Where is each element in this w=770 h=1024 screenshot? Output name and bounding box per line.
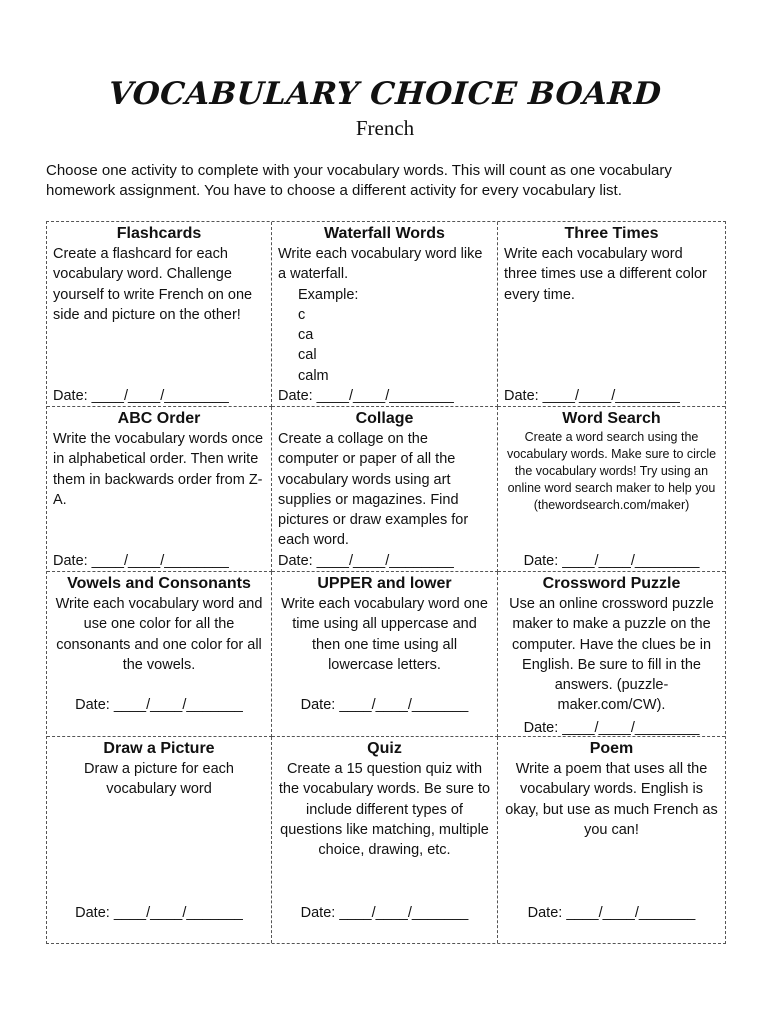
activity-cell-three-times bbox=[498, 222, 725, 407]
example-line: calm bbox=[298, 367, 329, 384]
activity-cell-upper-lower bbox=[272, 572, 498, 737]
activity-title: Word Search bbox=[562, 410, 661, 427]
example-line: ca bbox=[298, 327, 314, 344]
activity-cell-crossword-puzzle bbox=[498, 572, 725, 737]
activity-cell-vowels-consonants bbox=[47, 572, 272, 737]
activity-description: Write each vocabulary word and use one color for all the consonants and one color for all the vowels. bbox=[55, 596, 263, 673]
activity-cell-collage bbox=[272, 407, 498, 572]
activity-title: Flashcards bbox=[116, 225, 202, 242]
activity-cell-abc-order bbox=[47, 407, 272, 572]
activity-title: Poem bbox=[589, 740, 634, 757]
date-line: Date: ____/____/________ bbox=[504, 388, 680, 404]
date-line: Date: ____/____/________ bbox=[278, 553, 454, 569]
activity-cell-quiz bbox=[272, 737, 498, 943]
activity-cell-flashcards bbox=[47, 222, 272, 407]
page-subtitle: French bbox=[355, 116, 415, 140]
activity-description: Create a word search using the vocabulary words. Make sure to circle the vocabulary words! Try using an online word search maker to help you (thewordsearch.com/maker) bbox=[506, 430, 717, 512]
activity-description: Write each vocabulary word one time using all uppercase and then one time using all lowercase letters. bbox=[281, 596, 488, 673]
date-line: Date: ____/____/_______ bbox=[300, 905, 469, 921]
example-line: c bbox=[298, 306, 306, 323]
example-label: Example: bbox=[298, 286, 359, 303]
date-line: Date: ____/____/_______ bbox=[75, 905, 243, 921]
activity-description: Create a 15 question quiz with the vocabulary words. Be sure to include different types of questions like matching, multiple choice, drawing, etc. bbox=[278, 761, 491, 859]
page-title: VOCABULARY CHOICE BOARD bbox=[107, 76, 663, 112]
activity-description: Create a collage on the computer or paper of all the vocabulary words using art supplies or magazines. Find pictures or draw examples for each word. bbox=[278, 431, 469, 549]
instructions-paragraph: Choose one activity to complete with your vocabulary words. This will count as one vocabulary homework assignment. You have to choose a different activity for every vocabulary list. bbox=[46, 162, 672, 199]
date-line: Date: ____/____/_______ bbox=[300, 697, 469, 713]
date-line: Date: ____/____/________ bbox=[53, 388, 229, 404]
activity-title: Three Times bbox=[564, 225, 659, 242]
date-line: Date: ____/____/_______ bbox=[75, 697, 243, 713]
activity-title: Collage bbox=[355, 410, 414, 427]
activity-title: Crossword Puzzle bbox=[542, 575, 681, 592]
activity-title: Waterfall Words bbox=[324, 225, 445, 242]
activity-cell-word-search bbox=[498, 407, 725, 572]
activity-description: Write the vocabulary words once in alphabetical order. Then write them in backwards order from Z-A. bbox=[53, 431, 264, 508]
activity-cell-draw-a-picture bbox=[47, 737, 272, 943]
activity-description: Create a flashcard for each vocabulary word. Challenge yourself to write French on one side and picture on the other! bbox=[53, 246, 253, 323]
activity-title: Vowels and Consonants bbox=[67, 575, 251, 592]
activity-description-text: Write each vocabulary word like a waterfall. bbox=[278, 246, 483, 283]
activity-title: Draw a Picture bbox=[103, 740, 215, 757]
activity-cell-poem bbox=[498, 737, 725, 943]
date-line: Date: ____/____/________ bbox=[53, 553, 229, 569]
activity-title: UPPER and lower bbox=[317, 575, 452, 592]
activity-title: ABC Order bbox=[117, 410, 201, 427]
date-line: Date: ____/____/_______ bbox=[527, 905, 696, 921]
date-line: Date: ____/____/________ bbox=[523, 553, 700, 569]
activity-description: Use an online crossword puzzle maker to make a puzzle on the computer. Have the clues be in English. Be sure to fill in the answers. (puzzle-maker.com/CW). bbox=[509, 596, 714, 714]
activity-description: Write each vocabulary word three times use a different color every time. bbox=[504, 246, 707, 303]
activity-description bbox=[278, 244, 491, 386]
activity-description: Draw a picture for each vocabulary word bbox=[84, 761, 234, 798]
activity-title: Quiz bbox=[367, 740, 402, 757]
choice-board-grid bbox=[46, 221, 726, 944]
date-line: Date: ____/____/________ bbox=[523, 720, 700, 736]
date-line: Date: ____/____/________ bbox=[278, 388, 454, 404]
example-line: cal bbox=[298, 347, 317, 364]
activity-cell-waterfall-words bbox=[272, 222, 498, 407]
activity-description: Write a poem that uses all the vocabulary words. English is okay, but use as much French as you can! bbox=[505, 761, 718, 838]
